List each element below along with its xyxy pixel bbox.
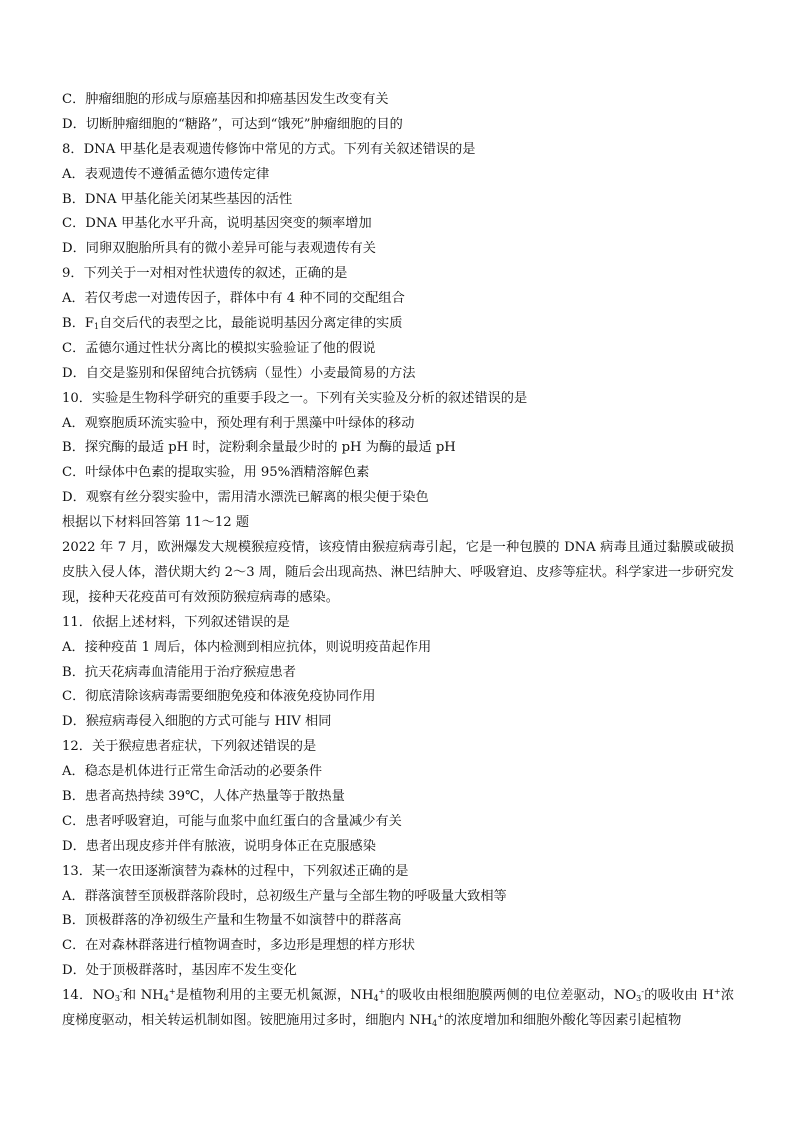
option-9b-subscript: 1: [94, 322, 100, 332]
question-13: 13．某一农田逐渐演替为森林的过程中，下列叙述正确的是: [62, 863, 409, 879]
q14-sup-4: -: [641, 987, 644, 997]
option-12b: B．患者高热持续 39℃，人体产热量等于散热量: [62, 788, 345, 804]
option-11c: C．彻底清除该病毒需要细胞免疫和体液免疫协同作用: [62, 689, 376, 705]
question-9: 9．下列关于一对相对性状遗传的叙述，正确的是: [62, 266, 348, 282]
option-8d: D．同卵双胞胎所具有的微小差异可能与表观遗传有关: [62, 241, 376, 257]
option-8b: B．DNA 甲基化能关闭某些基因的活性: [62, 191, 293, 207]
q14-sub-1: 3: [114, 994, 120, 1004]
option-13a: A．群落演替至顶极群落阶段时，总初级生产量与全部生物的呼吸量大致相等: [62, 888, 507, 904]
q14-sup-6: +: [437, 1012, 444, 1022]
q14-text-3: 是植物利用的主要无机氮源，NH: [175, 988, 374, 1004]
option-12a: A．稳态是机体进行正常生命活动的必要条件: [62, 764, 323, 780]
option-9b-prefix: B．F: [62, 316, 95, 332]
question-8: 8．DNA 甲基化是表观遗传修饰中常见的方式。下列有关叙述错误的是: [62, 141, 476, 157]
q14-sub-3: 4: [373, 994, 379, 1004]
option-11b: B．抗天花病毒血清能用于治疗猴痘患者: [62, 664, 296, 680]
q14-text-7: 的浓度增加和细胞外酸化等因素引起植物: [443, 1013, 682, 1029]
q14-text-4: 的吸收由根细胞膜两侧的电位差驱动，NO: [385, 988, 637, 1004]
question-12: 12．关于猴痘患者症状，下列叙述错误的是: [62, 739, 317, 755]
q14-sub-4: 3: [636, 994, 642, 1004]
option-7d: D．切断肿瘤细胞的“糖路”，可达到“饿死”肿瘤细胞的目的: [62, 116, 403, 132]
option-13c: C．在对森林群落进行植物调查时，多边形是理想的样方形状: [62, 938, 415, 954]
option-11a: A．接种疫苗 1 周后，体内检测到相应抗体，则说明疫苗起作用: [62, 639, 432, 655]
question-10: 10．实验是生物科学研究的重要手段之一。下列有关实验及分析的叙述错误的是: [62, 390, 528, 406]
option-9b: [62, 312, 734, 337]
option-10d: D．观察有丝分裂实验中，需用清水漂洗已解离的根尖便于染色: [62, 490, 429, 506]
option-12c: C．患者呼吸窘迫，可能与血浆中血红蛋白的含量减少有关: [62, 813, 402, 829]
option-8c: C．DNA 甲基化水平升高，说明基因突变的频率增加: [62, 216, 372, 232]
q14-text-6: 浓度梯度驱动，相关转运机制如图。铵肥施用过多时，细胞内 NH: [62, 988, 735, 1029]
q14-text-2: 和 NH: [122, 988, 164, 1004]
option-12d: D．患者出现皮疹并伴有脓液，说明身体正在克服感染: [62, 838, 376, 854]
option-13b: B．顶极群落的净初级生产量和生物量不如演替中的群落高: [62, 913, 402, 929]
q14-sub-2: 4: [163, 994, 169, 1004]
option-8a: A．表观遗传不遵循孟德尔遗传定律: [62, 166, 270, 182]
q14-sup-5: +: [713, 987, 721, 997]
option-7c: C．肿瘤细胞的形成与原癌基因和抑癌基因发生改变有关: [62, 92, 389, 107]
q14-text-5: 的吸收由 H: [643, 988, 714, 1004]
option-9a: A．若仅考虑一对遗传因子，群体中有 4 种不同的交配组合: [62, 291, 405, 307]
option-9d: D．自交是鉴别和保留纯合抗锈病（显性）小麦最简易的方法: [62, 365, 416, 381]
q14-sup-3: +: [378, 987, 386, 997]
exam-page: [62, 88, 734, 1034]
option-13d: D．处于顶极群落时，基因库不发生变化: [62, 963, 297, 979]
q14-sup-1: -: [119, 987, 123, 997]
question-11: 11．依据上述材料，下列叙述错误的是: [62, 614, 290, 630]
option-11d: D．猴痘病毒侵入细胞的方式可能与 HIV 相同: [62, 714, 332, 730]
material-paragraph: 2022 年 7 月，欧洲爆发大规模猴痘疫情，该疫情由猴痘病毒引起，它是一种包膜的 DNA 病毒且通过黏膜或破损皮肤入侵人体，潜伏期大约 2～3 周，随后会出现高热、淋巴结肿大、呼吸窘迫、皮疹等症状。科学家进一步研究发现，接种天花疫苗可有效预防猴痘病毒的感染。: [62, 540, 734, 605]
q14-sub-6: 4: [432, 1019, 438, 1029]
question-14: [62, 984, 734, 1034]
q14-sup-2: +: [168, 987, 176, 997]
option-10a: A．观察胞质环流实验中，预处理有利于黑藻中叶绿体的移动: [62, 415, 415, 431]
material-intro: 根据以下材料回答第 11～12 题: [62, 515, 250, 531]
q14-text-1: 14．NO: [62, 988, 115, 1004]
option-10b: B．探究酶的最适 pH 时，淀粉剩余量最少时的 pH 为酶的最适 pH: [62, 440, 456, 456]
option-9b-text: 自交后代的表型之比，最能说明基因分离定律的实质: [99, 316, 403, 332]
option-10c: C．叶绿体中色素的提取实验，用 95%酒精溶解色素: [62, 465, 370, 481]
option-9c: C．孟德尔通过性状分离比的模拟实验验证了他的假说: [62, 340, 376, 356]
